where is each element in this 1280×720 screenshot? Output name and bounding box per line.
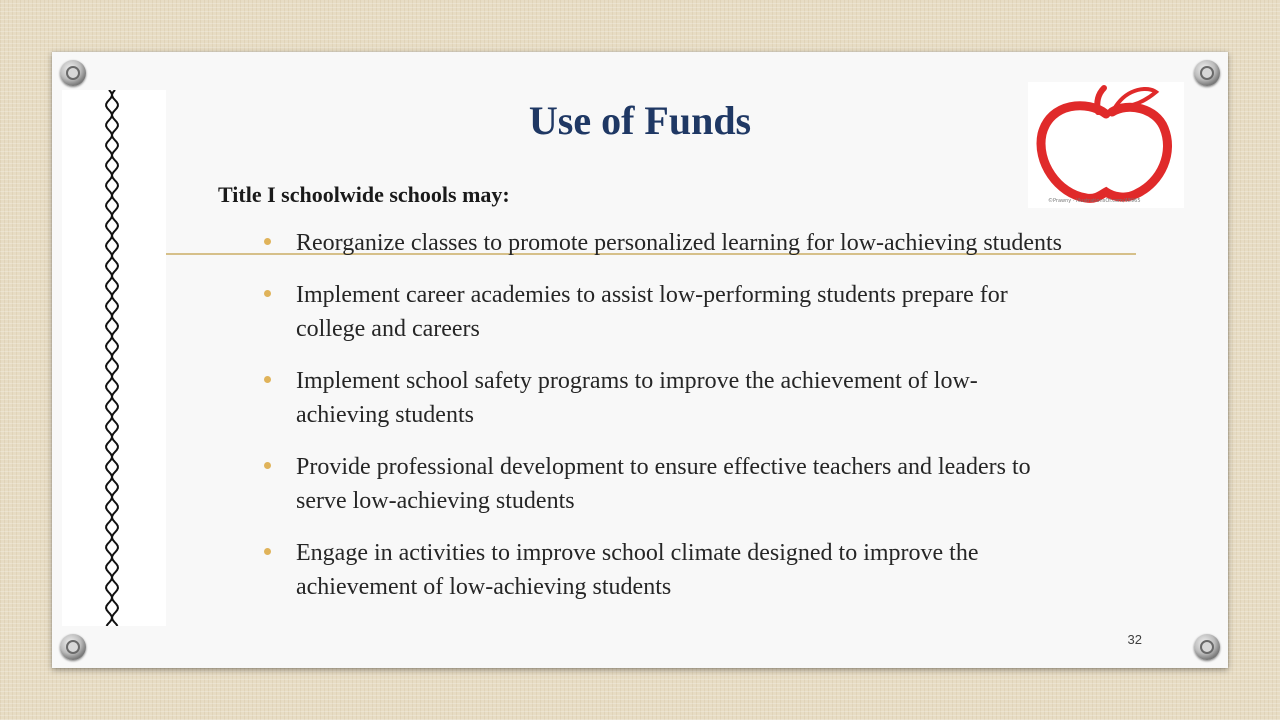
- list-item: [264, 450, 1064, 518]
- wavy-border-decoration: [100, 90, 124, 626]
- list-item: [264, 536, 1064, 604]
- bullet-list: [264, 226, 1064, 622]
- slide-title: Use of Funds: [528, 98, 752, 143]
- bullet-dot-icon: [264, 238, 271, 245]
- bullet-text: Implement career academies to assist low-performing students prepare for college and careers: [296, 282, 1008, 342]
- slide-number: 32: [1127, 632, 1142, 647]
- slide-subtitle: Title I schoolwide schools may:: [218, 182, 510, 207]
- logo-credit: ©Prawny · IllustrationsOf.com/48965: [1048, 198, 1141, 204]
- screw-icon: [60, 634, 86, 660]
- bullet-text: Implement school safety programs to improve the achievement of low-achieving students: [296, 368, 978, 428]
- bullet-text: Provide professional development to ensure effective teachers and leaders to serve low-achieving students: [296, 454, 1031, 514]
- apple-logo: [1028, 82, 1184, 208]
- bullet-dot-icon: [264, 462, 271, 469]
- screw-icon: [1194, 634, 1220, 660]
- bullet-text: Reorganize classes to promote personalized learning for low-achieving students: [296, 230, 1062, 256]
- apple-icon: [1028, 82, 1184, 208]
- bullet-dot-icon: [264, 376, 271, 383]
- bullet-text: Engage in activities to improve school climate designed to improve the achievement of low-achieving students: [296, 540, 979, 600]
- screw-icon: [60, 60, 86, 86]
- bullet-dot-icon: [264, 548, 271, 555]
- list-item: [264, 364, 1064, 432]
- bullet-dot-icon: [264, 290, 271, 297]
- list-item: [264, 226, 1064, 260]
- list-item: [264, 278, 1064, 346]
- screw-icon: [1194, 60, 1220, 86]
